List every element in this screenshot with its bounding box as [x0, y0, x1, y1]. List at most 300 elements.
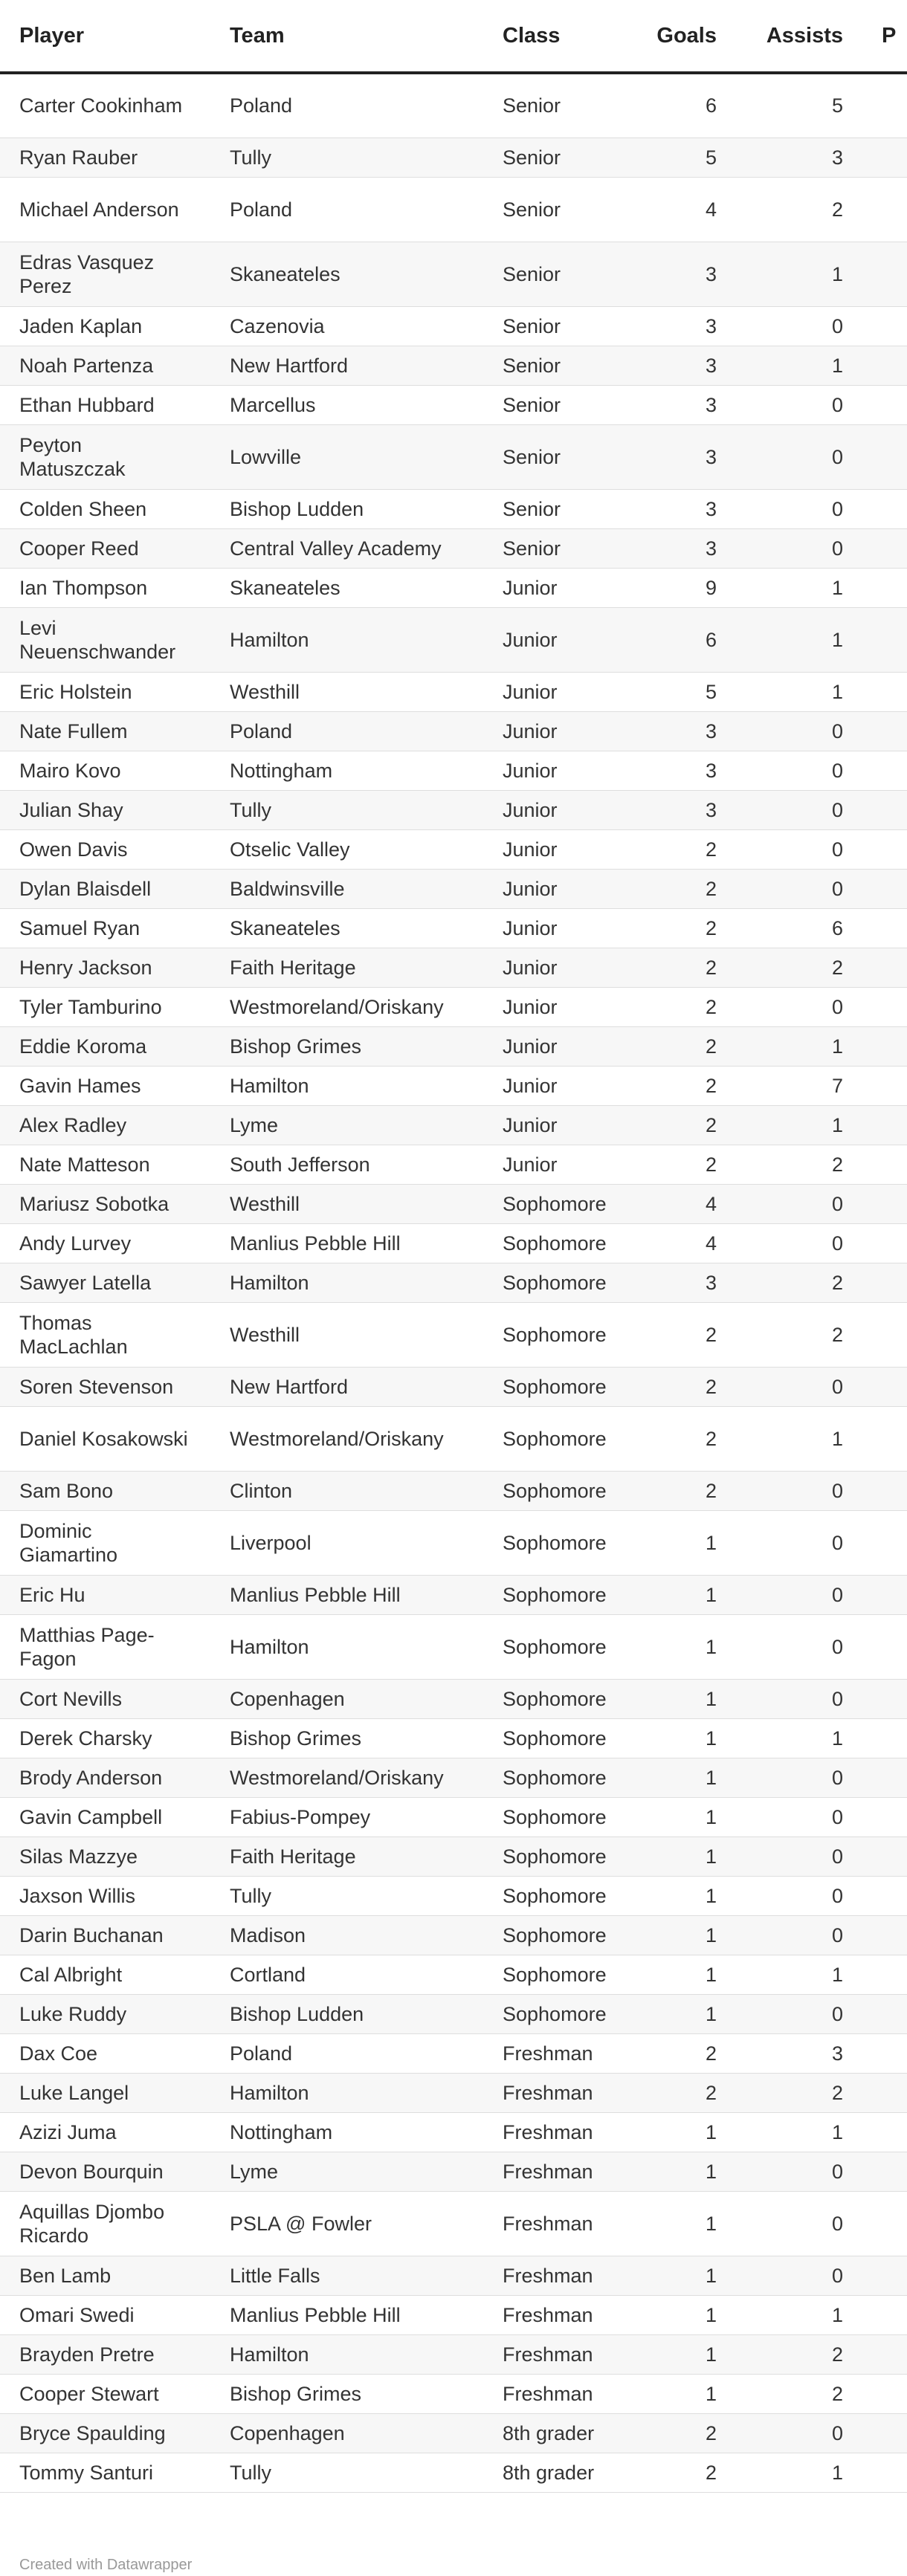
cell-class: Senior	[483, 346, 632, 385]
table-row	[0, 1614, 907, 1679]
cell-goals: 2	[632, 2073, 736, 2112]
cell-points	[862, 1066, 907, 1105]
cell-class: Junior	[483, 1105, 632, 1145]
cell-goals: 5	[632, 137, 736, 177]
cell-class: Sophomore	[483, 1758, 632, 1797]
table-row	[0, 2295, 907, 2334]
cell-assists: 1	[736, 2453, 862, 2492]
cell-points	[862, 607, 907, 672]
cell-player: Silas Mazzye	[0, 1836, 210, 1876]
cell-class: 8th grader	[483, 2453, 632, 2492]
table-row	[0, 528, 907, 568]
cell-player: Devon Bourquin	[0, 2152, 210, 2191]
cell-goals: 1	[632, 1510, 736, 1575]
cell-player: Mairo Kovo	[0, 751, 210, 790]
cell-team: Liverpool	[210, 1510, 483, 1575]
cell-team: Hamilton	[210, 2334, 483, 2374]
table-row	[0, 2334, 907, 2374]
cell-assists: 2	[736, 948, 862, 987]
cell-player: Colden Sheen	[0, 489, 210, 528]
cell-class: Sophomore	[483, 1718, 632, 1758]
table-row	[0, 1471, 907, 1510]
cell-class: Junior	[483, 908, 632, 948]
cell-player: Cooper Reed	[0, 528, 210, 568]
table-row	[0, 1876, 907, 1915]
cell-team: Hamilton	[210, 1614, 483, 1679]
cell-points	[862, 1471, 907, 1510]
cell-assists: 0	[736, 489, 862, 528]
cell-player: Sam Bono	[0, 1471, 210, 1510]
cell-team: Baldwinsville	[210, 869, 483, 908]
table-row	[0, 137, 907, 177]
cell-player: Edras Vasquez Perez	[0, 242, 210, 306]
cell-class: Sophomore	[483, 1223, 632, 1263]
cell-team: Westmoreland/Oriskany	[210, 987, 483, 1026]
cell-points	[862, 1263, 907, 1302]
cell-assists: 0	[736, 528, 862, 568]
cell-class: Junior	[483, 948, 632, 987]
cell-team: Manlius Pebble Hill	[210, 1575, 483, 1614]
cell-class: Senior	[483, 73, 632, 137]
cell-team: Central Valley Academy	[210, 528, 483, 568]
cell-goals: 4	[632, 1223, 736, 1263]
cell-points	[862, 1876, 907, 1915]
cell-team: Tully	[210, 137, 483, 177]
cell-goals: 6	[632, 73, 736, 137]
cell-points	[862, 2256, 907, 2295]
table-row	[0, 1955, 907, 1994]
cell-goals: 1	[632, 2295, 736, 2334]
cell-class: Junior	[483, 790, 632, 829]
cell-goals: 2	[632, 869, 736, 908]
cell-points	[862, 2112, 907, 2152]
cell-assists: 2	[736, 2073, 862, 2112]
cell-points	[862, 2374, 907, 2413]
table-row	[0, 306, 907, 346]
table-row	[0, 2033, 907, 2073]
cell-assists: 0	[736, 987, 862, 1026]
cell-points	[862, 2073, 907, 2112]
cell-points	[862, 1105, 907, 1145]
cell-team: Manlius Pebble Hill	[210, 2295, 483, 2334]
cell-team: Faith Heritage	[210, 948, 483, 987]
cell-team: South Jefferson	[210, 1145, 483, 1184]
cell-goals: 3	[632, 528, 736, 568]
cell-team: Copenhagen	[210, 1679, 483, 1718]
cell-player: Gavin Hames	[0, 1066, 210, 1105]
cell-player: Eric Holstein	[0, 672, 210, 711]
cell-goals: 3	[632, 424, 736, 489]
table-header	[0, 0, 907, 73]
table-row	[0, 2256, 907, 2295]
cell-class: Sophomore	[483, 1406, 632, 1471]
cell-player: Cort Nevills	[0, 1679, 210, 1718]
column-header-assists[interactable]: Assists	[736, 0, 862, 73]
cell-goals: 5	[632, 672, 736, 711]
cell-player: Bryce Spaulding	[0, 2413, 210, 2453]
table-row	[0, 790, 907, 829]
cell-player: Michael Anderson	[0, 177, 210, 242]
cell-assists: 0	[736, 869, 862, 908]
table-body	[0, 73, 907, 2492]
cell-assists: 1	[736, 2295, 862, 2334]
cell-team: Hamilton	[210, 1066, 483, 1105]
cell-class: Junior	[483, 987, 632, 1026]
table-row	[0, 607, 907, 672]
table-row	[0, 948, 907, 987]
cell-assists: 1	[736, 607, 862, 672]
cell-player: Brayden Pretre	[0, 2334, 210, 2374]
cell-team: Cortland	[210, 1955, 483, 1994]
cell-team: Little Falls	[210, 2256, 483, 2295]
cell-player: Omari Swedi	[0, 2295, 210, 2334]
cell-points	[862, 568, 907, 607]
cell-points	[862, 1145, 907, 1184]
cell-class: Freshman	[483, 2112, 632, 2152]
cell-points	[862, 528, 907, 568]
cell-team: Poland	[210, 2033, 483, 2073]
cell-points	[862, 829, 907, 869]
table-row	[0, 1758, 907, 1797]
cell-team: Nottingham	[210, 2112, 483, 2152]
cell-goals: 1	[632, 1758, 736, 1797]
table-row	[0, 177, 907, 242]
cell-points	[862, 2453, 907, 2492]
cell-team: Lyme	[210, 1105, 483, 1145]
cell-goals: 2	[632, 1145, 736, 1184]
cell-points	[862, 306, 907, 346]
cell-player: Nate Fullem	[0, 711, 210, 751]
cell-team: Fabius-Pompey	[210, 1797, 483, 1836]
column-header-team[interactable]: Team	[210, 0, 483, 73]
cell-player: Samuel Ryan	[0, 908, 210, 948]
cell-player: Alex Radley	[0, 1105, 210, 1145]
cell-player: Luke Langel	[0, 2073, 210, 2112]
cell-assists: 0	[736, 1836, 862, 1876]
table-row	[0, 1105, 907, 1145]
cell-assists: 0	[736, 1471, 862, 1510]
cell-player: Jaden Kaplan	[0, 306, 210, 346]
cell-assists: 0	[736, 1510, 862, 1575]
cell-class: Freshman	[483, 2152, 632, 2191]
cell-class: Senior	[483, 528, 632, 568]
cell-team: Bishop Ludden	[210, 1994, 483, 2033]
table-row	[0, 1718, 907, 1758]
cell-player: Darin Buchanan	[0, 1915, 210, 1955]
cell-class: Sophomore	[483, 1679, 632, 1718]
cell-goals: 1	[632, 1614, 736, 1679]
cell-class: Freshman	[483, 2295, 632, 2334]
table-row	[0, 1797, 907, 1836]
cell-assists: 1	[736, 1406, 862, 1471]
cell-class: Sophomore	[483, 1510, 632, 1575]
cell-player: Julian Shay	[0, 790, 210, 829]
cell-team: Madison	[210, 1915, 483, 1955]
table-row	[0, 568, 907, 607]
cell-assists: 1	[736, 1955, 862, 1994]
cell-goals: 2	[632, 1406, 736, 1471]
cell-player: Andy Lurvey	[0, 1223, 210, 1263]
cell-points	[862, 1026, 907, 1066]
cell-points	[862, 1915, 907, 1955]
cell-team: Marcellus	[210, 385, 483, 424]
table-row	[0, 1263, 907, 1302]
table-row	[0, 346, 907, 385]
cell-points	[862, 385, 907, 424]
cell-class: Freshman	[483, 2374, 632, 2413]
cell-class: Junior	[483, 607, 632, 672]
table-row	[0, 2073, 907, 2112]
cell-team: Bishop Grimes	[210, 1718, 483, 1758]
cell-class: Junior	[483, 672, 632, 711]
cell-player: Aquillas Djombo Ricardo	[0, 2191, 210, 2256]
cell-points	[862, 1614, 907, 1679]
cell-assists: 2	[736, 2334, 862, 2374]
cell-player: Cooper Stewart	[0, 2374, 210, 2413]
cell-player: Dax Coe	[0, 2033, 210, 2073]
table-row	[0, 829, 907, 869]
cell-points	[862, 1575, 907, 1614]
cell-team: Westmoreland/Oriskany	[210, 1758, 483, 1797]
cell-class: Senior	[483, 177, 632, 242]
cell-points	[862, 489, 907, 528]
cell-points	[862, 2033, 907, 2073]
cell-player: Azizi Juma	[0, 2112, 210, 2152]
cell-assists: 0	[736, 1614, 862, 1679]
cell-goals: 1	[632, 1679, 736, 1718]
cell-points	[862, 2152, 907, 2191]
cell-team: Hamilton	[210, 1263, 483, 1302]
cell-assists: 7	[736, 1066, 862, 1105]
cell-goals: 2	[632, 1302, 736, 1367]
cell-goals: 1	[632, 2191, 736, 2256]
cell-player: Nate Matteson	[0, 1145, 210, 1184]
cell-class: Sophomore	[483, 1302, 632, 1367]
cell-team: Westhill	[210, 1184, 483, 1223]
cell-points	[862, 987, 907, 1026]
cell-assists: 3	[736, 137, 862, 177]
cell-goals: 1	[632, 2256, 736, 2295]
cell-points	[862, 1955, 907, 1994]
cell-class: Senior	[483, 137, 632, 177]
column-header-points[interactable]: P	[862, 0, 907, 73]
cell-player: Eddie Koroma	[0, 1026, 210, 1066]
cell-team: Hamilton	[210, 2073, 483, 2112]
cell-player: Ben Lamb	[0, 2256, 210, 2295]
cell-class: Senior	[483, 489, 632, 528]
cell-goals: 2	[632, 829, 736, 869]
cell-points	[862, 948, 907, 987]
table-row	[0, 489, 907, 528]
cell-points	[862, 346, 907, 385]
cell-class: 8th grader	[483, 2413, 632, 2453]
cell-player: Ethan Hubbard	[0, 385, 210, 424]
cell-goals: 2	[632, 1026, 736, 1066]
cell-points	[862, 1367, 907, 1406]
cell-player: Dominic Giamartino	[0, 1510, 210, 1575]
cell-team: Westmoreland/Oriskany	[210, 1406, 483, 1471]
cell-assists: 1	[736, 1105, 862, 1145]
cell-goals: 2	[632, 1066, 736, 1105]
cell-assists: 1	[736, 568, 862, 607]
cell-team: Hamilton	[210, 607, 483, 672]
cell-goals: 6	[632, 607, 736, 672]
cell-points	[862, 869, 907, 908]
table-row	[0, 1223, 907, 1263]
cell-goals: 9	[632, 568, 736, 607]
table-row	[0, 1302, 907, 1367]
table-row	[0, 1145, 907, 1184]
cell-class: Freshman	[483, 2073, 632, 2112]
column-header-class[interactable]: Class	[483, 0, 632, 73]
cell-assists: 2	[736, 177, 862, 242]
cell-player: Daniel Kosakowski	[0, 1406, 210, 1471]
cell-assists: 1	[736, 672, 862, 711]
cell-goals: 1	[632, 2374, 736, 2413]
cell-assists: 3	[736, 2033, 862, 2073]
cell-team: New Hartford	[210, 346, 483, 385]
cell-points	[862, 2295, 907, 2334]
cell-points	[862, 1994, 907, 2033]
cell-player: Cal Albright	[0, 1955, 210, 1994]
cell-goals: 3	[632, 242, 736, 306]
cell-team: Lowville	[210, 424, 483, 489]
table-row	[0, 2413, 907, 2453]
table-row	[0, 1406, 907, 1471]
cell-assists: 0	[736, 1876, 862, 1915]
cell-team: Nottingham	[210, 751, 483, 790]
cell-team: Bishop Ludden	[210, 489, 483, 528]
cell-points	[862, 1758, 907, 1797]
cell-team: Skaneateles	[210, 908, 483, 948]
cell-points	[862, 908, 907, 948]
cell-assists: 0	[736, 1994, 862, 2033]
cell-team: Westhill	[210, 672, 483, 711]
cell-team: Poland	[210, 711, 483, 751]
cell-class: Sophomore	[483, 1263, 632, 1302]
cell-class: Junior	[483, 829, 632, 869]
cell-assists: 0	[736, 306, 862, 346]
cell-goals: 4	[632, 1184, 736, 1223]
cell-player: Luke Ruddy	[0, 1994, 210, 2033]
cell-goals: 1	[632, 1876, 736, 1915]
cell-points	[862, 2413, 907, 2453]
cell-assists: 5	[736, 73, 862, 137]
cell-goals: 1	[632, 2334, 736, 2374]
column-header-goals[interactable]: Goals	[632, 0, 736, 73]
cell-points	[862, 1679, 907, 1718]
cell-class: Freshman	[483, 2256, 632, 2295]
cell-player: Jaxson Willis	[0, 1876, 210, 1915]
cell-points	[862, 1223, 907, 1263]
cell-assists: 1	[736, 346, 862, 385]
cell-team: Tully	[210, 1876, 483, 1915]
cell-goals: 3	[632, 1263, 736, 1302]
cell-points	[862, 1797, 907, 1836]
cell-class: Freshman	[483, 2334, 632, 2374]
cell-assists: 0	[736, 790, 862, 829]
table-row	[0, 908, 907, 948]
cell-class: Sophomore	[483, 1614, 632, 1679]
cell-team: Manlius Pebble Hill	[210, 1223, 483, 1263]
table-row	[0, 711, 907, 751]
table-row	[0, 2152, 907, 2191]
cell-points	[862, 424, 907, 489]
cell-player: Ian Thompson	[0, 568, 210, 607]
cell-goals: 3	[632, 306, 736, 346]
cell-assists: 0	[736, 385, 862, 424]
cell-class: Junior	[483, 1145, 632, 1184]
table-row	[0, 1510, 907, 1575]
cell-assists: 2	[736, 1263, 862, 1302]
cell-points	[862, 177, 907, 242]
cell-team: Westhill	[210, 1302, 483, 1367]
cell-points	[862, 672, 907, 711]
cell-points	[862, 2191, 907, 2256]
cell-player: Matthias Page-Fagon	[0, 1614, 210, 1679]
cell-goals: 3	[632, 711, 736, 751]
table-row	[0, 2112, 907, 2152]
datawrapper-credit[interactable]: Created with Datawrapper	[19, 2557, 193, 2573]
cell-goals: 1	[632, 1797, 736, 1836]
cell-points	[862, 790, 907, 829]
cell-player: Carter Cookinham	[0, 73, 210, 137]
column-header-player[interactable]: Player	[0, 0, 210, 73]
cell-goals: 1	[632, 1994, 736, 2033]
cell-goals: 1	[632, 1915, 736, 1955]
cell-class: Freshman	[483, 2033, 632, 2073]
cell-assists: 0	[736, 829, 862, 869]
cell-assists: 0	[736, 2191, 862, 2256]
table-row	[0, 751, 907, 790]
cell-assists: 1	[736, 1718, 862, 1758]
cell-player: Henry Jackson	[0, 948, 210, 987]
cell-team: Otselic Valley	[210, 829, 483, 869]
cell-class: Senior	[483, 424, 632, 489]
cell-goals: 3	[632, 489, 736, 528]
cell-assists: 0	[736, 1367, 862, 1406]
cell-goals: 1	[632, 2112, 736, 2152]
cell-assists: 0	[736, 2152, 862, 2191]
cell-player: Thomas MacLachlan	[0, 1302, 210, 1367]
cell-points	[862, 1836, 907, 1876]
cell-class: Junior	[483, 1026, 632, 1066]
cell-assists: 1	[736, 2112, 862, 2152]
cell-goals: 2	[632, 2413, 736, 2453]
cell-goals: 1	[632, 1575, 736, 1614]
cell-goals: 2	[632, 1105, 736, 1145]
cell-player: Brody Anderson	[0, 1758, 210, 1797]
table-row	[0, 1026, 907, 1066]
cell-points	[862, 1302, 907, 1367]
cell-player: Eric Hu	[0, 1575, 210, 1614]
cell-class: Junior	[483, 751, 632, 790]
table-row	[0, 1575, 907, 1614]
cell-team: Poland	[210, 73, 483, 137]
cell-goals: 4	[632, 177, 736, 242]
cell-class: Junior	[483, 568, 632, 607]
cell-team: Tully	[210, 2453, 483, 2492]
cell-assists: 6	[736, 908, 862, 948]
cell-points	[862, 73, 907, 137]
table-row	[0, 987, 907, 1026]
cell-class: Senior	[483, 385, 632, 424]
cell-team: PSLA @ Fowler	[210, 2191, 483, 2256]
cell-goals: 1	[632, 1836, 736, 1876]
cell-goals: 1	[632, 2152, 736, 2191]
cell-assists: 0	[736, 1575, 862, 1614]
cell-player: Soren Stevenson	[0, 1367, 210, 1406]
